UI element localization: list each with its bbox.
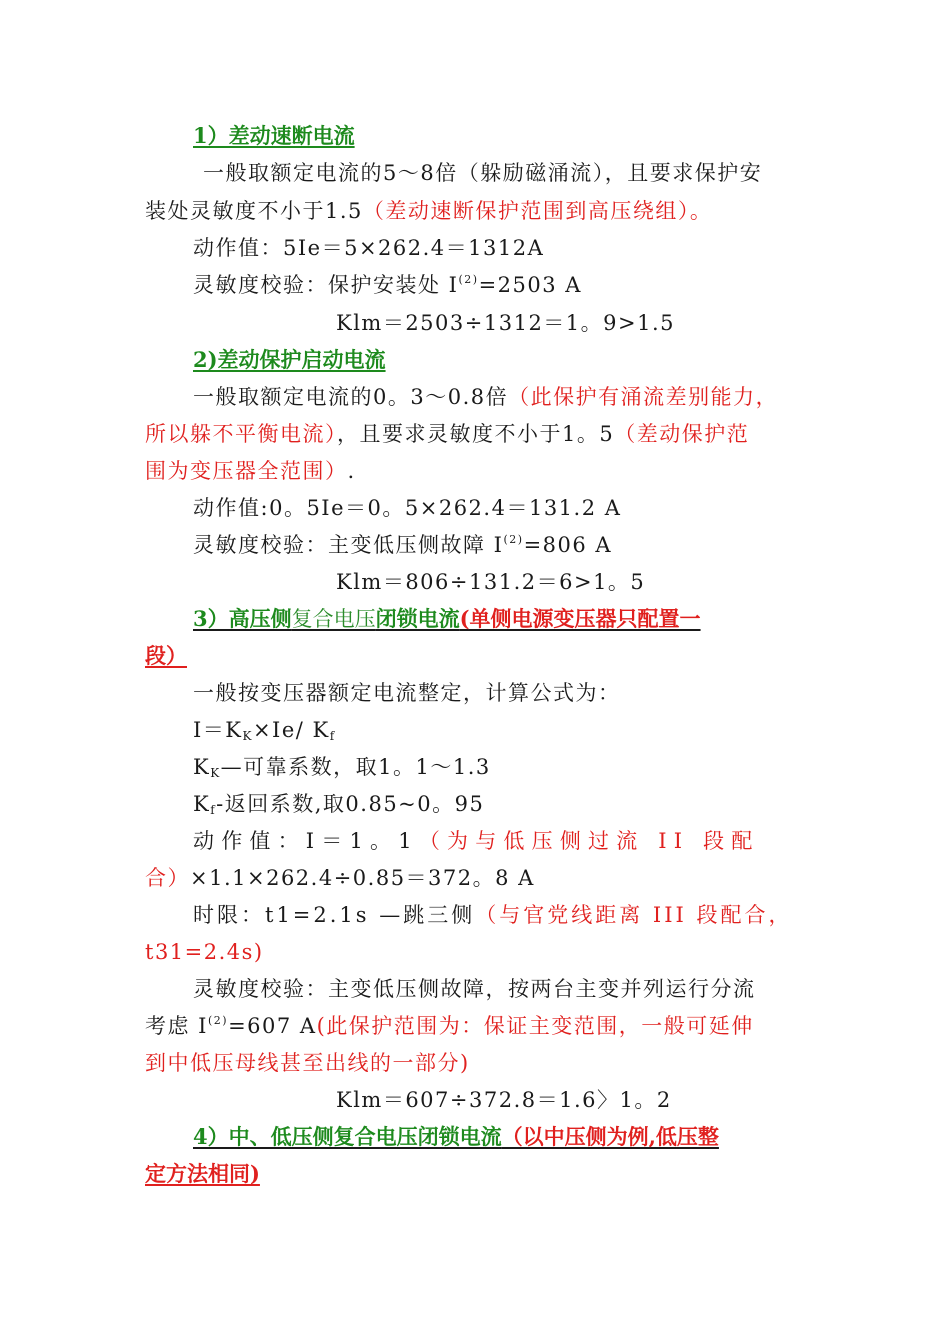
green-heading: 闭锁电流 — [375, 606, 460, 631]
section-1-sensitivity-check — [193, 272, 582, 298]
subscript: K — [242, 729, 253, 743]
section-1-action-value — [193, 235, 544, 261]
section-3-action-line-1 — [193, 828, 760, 854]
symbol: K — [193, 792, 211, 816]
value: 保护安装处 I — [328, 273, 459, 297]
section-2-text-line-2 — [145, 421, 749, 447]
subscript: K — [210, 766, 221, 780]
section-2-action-value — [193, 495, 621, 521]
section-3-heading — [193, 606, 701, 632]
symbol: K — [193, 755, 211, 779]
section-3-sensitivity-line-1: 灵敏度校验：主变低压侧故障，按两台主变并列运行分流 — [193, 977, 756, 1001]
red-note: 所以躲不平衡电流） — [145, 422, 337, 446]
section-1-scope-note: （差动速断保护范围到高压绕组）。 — [362, 199, 713, 223]
value: =2503 A — [478, 273, 582, 297]
green-heading: 4）中、低压侧复合电压闭锁电流 — [193, 1124, 502, 1149]
section-2-sensitivity-check — [193, 532, 612, 558]
section-1-text-line-1: 一般取额定电流的5～8倍（躲励磁涌流），且要求保护安 — [203, 161, 763, 185]
text-span: 时限：t1=2.1s —跳三侧 — [193, 903, 476, 927]
value: 主变低压侧故障 I — [328, 533, 504, 557]
section-4-heading — [193, 1124, 719, 1150]
formula-span: ×Ie/ K — [252, 718, 330, 742]
text-span: 一般取额定电流的0。3～0.8倍 — [193, 385, 509, 409]
label: 动作值: — [193, 496, 270, 520]
section-3-text-line-1: 一般按变压器额定电流整定，计算公式为： — [193, 681, 621, 705]
text-span: . — [347, 459, 356, 483]
text-span: 装处灵敏度不小于1.5 — [145, 199, 363, 223]
section-2-klm: Klm＝806÷131.2＝6>1。5 — [336, 570, 646, 594]
red-heading: （以中压侧为例,低压整 — [501, 1124, 719, 1149]
value: 0。5Ie＝0。5×262.4＝131.2 A — [269, 496, 622, 520]
section-3-klm: Klm＝607÷372.8＝1.6〉1。2 — [336, 1088, 672, 1112]
red-note: 合） — [145, 866, 190, 890]
red-heading: (单侧电源变压器只配置一 — [459, 606, 701, 631]
value: =607 A — [228, 1014, 317, 1038]
heading-span: 复合电压 — [291, 607, 376, 631]
section-1-klm: Klm＝2503÷1312＝1。9>1.5 — [336, 311, 676, 335]
section-3-action-line-2 — [145, 865, 535, 891]
text-span: —可靠系数，取1。1～1.3 — [220, 755, 491, 779]
section-1-heading: 1）差动速断电流 — [193, 123, 355, 148]
section-3-kk-definition — [193, 754, 491, 780]
section-4-heading-line-2: 定方法相同) — [145, 1161, 260, 1186]
section-2-heading: 2)差动保护启动电流 — [193, 347, 386, 372]
label: 动作值： — [193, 236, 283, 260]
section-1-text-line-2 — [145, 198, 712, 224]
red-note: （此保护有涌流差别能力， — [508, 385, 779, 409]
section-2-text-line-1 — [193, 384, 778, 410]
section-2-text-line-3 — [145, 458, 356, 484]
section-3-kf-definition — [193, 791, 484, 817]
superscript: (2) — [503, 533, 524, 546]
superscript: (2) — [458, 273, 479, 286]
section-3-time-limit — [193, 902, 793, 928]
section-3-formula — [193, 717, 336, 743]
red-note: （差动保护范 — [614, 422, 750, 446]
value: =806 A — [523, 533, 613, 557]
superscript: (2) — [207, 1014, 229, 1027]
section-3-heading-line-2: 段） — [145, 643, 187, 668]
red-note: 围为变压器全范围） — [145, 459, 348, 483]
text-span: -返回系数,取0.85~0。95 — [216, 792, 485, 816]
label: 灵敏度校验： — [193, 273, 328, 297]
section-3-sensitivity-line-3: 到中低压母线甚至出线的一部分) — [145, 1051, 470, 1075]
text-span: 考虑 I — [145, 1014, 208, 1038]
value: 5Ie＝5×262.4＝1312A — [283, 236, 545, 260]
red-note: （为与低压侧过流 II 段配 — [418, 829, 760, 853]
red-note: （与官党线距离 III 段配合， — [475, 903, 793, 927]
section-3-time-limit-line-2: t31=2.4s) — [145, 940, 264, 964]
subscript: f — [329, 729, 336, 743]
red-note: (此保护范围为：保证主变范围，一般可延伸 — [316, 1014, 754, 1038]
section-3-sensitivity-line-2 — [145, 1013, 754, 1039]
formula-span: I＝K — [193, 718, 243, 742]
label: 灵敏度校验： — [193, 533, 328, 557]
text-span: ×1.1×262.4÷0.85＝372。8 A — [190, 866, 535, 890]
text-span: 动作值：I＝1。1 — [193, 829, 419, 853]
subscript: f — [210, 803, 217, 817]
text-span: ，且要求灵敏度不小于1。5 — [337, 422, 615, 446]
green-heading: 3）高压侧 — [193, 606, 292, 631]
